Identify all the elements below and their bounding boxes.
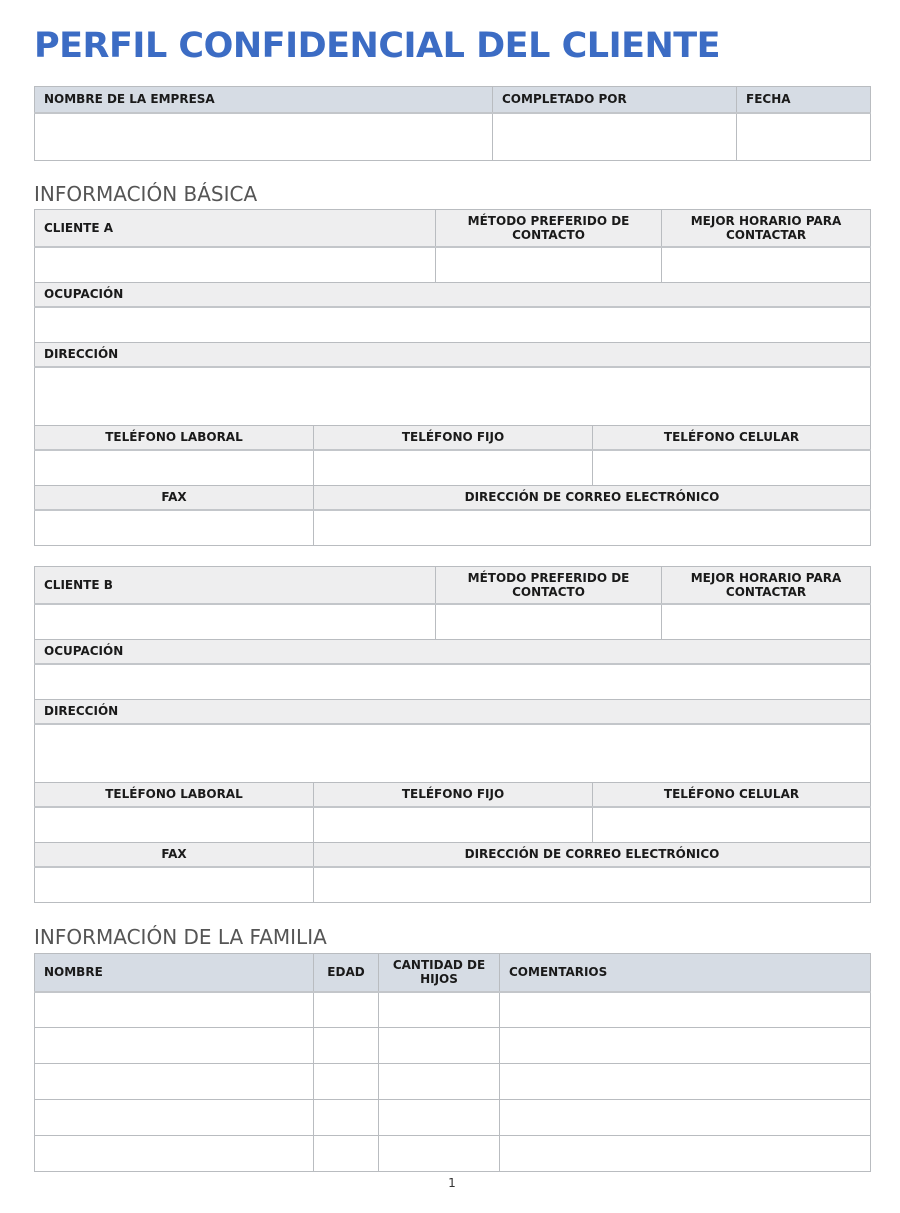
header-table xyxy=(34,86,871,161)
table-row xyxy=(35,1100,871,1136)
family-age-field[interactable] xyxy=(314,1028,379,1064)
client-b-email-label: DIRECCIÓN DE CORREO ELECTRÓNICO xyxy=(314,843,871,867)
family-children-field[interactable] xyxy=(379,1028,500,1064)
date-field[interactable] xyxy=(737,113,871,161)
family-children-header: CANTIDAD DE HIJOS xyxy=(379,954,500,992)
client-b-best-time-label: MEJOR HORARIO PARA CONTACTAR xyxy=(662,567,871,604)
client-b-home-phone-label: TELÉFONO FIJO xyxy=(314,783,593,807)
company-name-label: NOMBRE DE LA EMPRESA xyxy=(35,87,493,113)
family-name-field[interactable] xyxy=(35,1064,314,1100)
client-b-best-time-field[interactable] xyxy=(662,604,871,640)
client-b-cell-phone-label: TELÉFONO CELULAR xyxy=(593,783,871,807)
completed-by-field[interactable] xyxy=(493,113,737,161)
client-a-occupation-label: OCUPACIÓN xyxy=(35,283,871,307)
table-row xyxy=(35,1028,871,1064)
family-children-field[interactable] xyxy=(379,1064,500,1100)
company-name-field[interactable] xyxy=(35,113,493,161)
family-children-field[interactable] xyxy=(379,992,500,1028)
client-a-work-phone-field[interactable] xyxy=(35,450,314,486)
client-a-field[interactable] xyxy=(35,247,436,283)
client-a-work-phone-label: TELÉFONO LABORAL xyxy=(35,426,314,450)
family-comments-header: COMENTARIOS xyxy=(500,954,871,992)
client-b-work-phone-field[interactable] xyxy=(35,807,314,843)
family-age-field[interactable] xyxy=(314,1136,379,1172)
family-table xyxy=(34,953,871,1172)
family-info-heading: INFORMACIÓN DE LA FAMILIA xyxy=(34,925,327,949)
family-name-field[interactable] xyxy=(35,1028,314,1064)
client-b-label: CLIENTE B xyxy=(35,567,436,604)
client-a-email-field[interactable] xyxy=(314,510,871,546)
client-a-fax-field[interactable] xyxy=(35,510,314,546)
client-b-work-phone-label: TELÉFONO LABORAL xyxy=(35,783,314,807)
family-age-field[interactable] xyxy=(314,1100,379,1136)
client-b-email-field[interactable] xyxy=(314,867,871,903)
client-b-cell-phone-field[interactable] xyxy=(593,807,871,843)
family-name-field[interactable] xyxy=(35,1136,314,1172)
family-name-header: NOMBRE xyxy=(35,954,314,992)
family-comments-field[interactable] xyxy=(500,992,871,1028)
family-age-field[interactable] xyxy=(314,992,379,1028)
client-b-preferred-contact-label: MÉTODO PREFERIDO DE CONTACTO xyxy=(436,567,662,604)
client-b-table xyxy=(34,566,871,903)
client-a-preferred-contact-field[interactable] xyxy=(436,247,662,283)
client-b-address-label: DIRECCIÓN xyxy=(35,700,871,724)
client-a-label: CLIENTE A xyxy=(35,210,436,247)
client-a-cell-phone-field[interactable] xyxy=(593,450,871,486)
client-a-best-time-label: MEJOR HORARIO PARA CONTACTAR xyxy=(662,210,871,247)
family-name-field[interactable] xyxy=(35,992,314,1028)
client-a-fax-label: FAX xyxy=(35,486,314,510)
page-number: 1 xyxy=(448,1176,456,1190)
family-children-field[interactable] xyxy=(379,1136,500,1172)
client-a-occupation-field[interactable] xyxy=(35,307,871,343)
client-a-address-label: DIRECCIÓN xyxy=(35,343,871,367)
family-comments-field[interactable] xyxy=(500,1028,871,1064)
family-name-field[interactable] xyxy=(35,1100,314,1136)
family-age-header: EDAD xyxy=(314,954,379,992)
client-b-preferred-contact-field[interactable] xyxy=(436,604,662,640)
client-a-home-phone-label: TELÉFONO FIJO xyxy=(314,426,593,450)
family-comments-field[interactable] xyxy=(500,1100,871,1136)
family-children-field[interactable] xyxy=(379,1100,500,1136)
family-comments-field[interactable] xyxy=(500,1136,871,1172)
family-age-field[interactable] xyxy=(314,1064,379,1100)
family-comments-field[interactable] xyxy=(500,1064,871,1100)
client-a-best-time-field[interactable] xyxy=(662,247,871,283)
client-b-fax-field[interactable] xyxy=(35,867,314,903)
client-a-email-label: DIRECCIÓN DE CORREO ELECTRÓNICO xyxy=(314,486,871,510)
client-a-address-field[interactable] xyxy=(35,367,871,426)
table-row xyxy=(35,992,871,1028)
page-title: PERFIL CONFIDENCIAL DEL CLIENTE xyxy=(34,26,721,66)
client-a-home-phone-field[interactable] xyxy=(314,450,593,486)
client-b-occupation-label: OCUPACIÓN xyxy=(35,640,871,664)
table-row xyxy=(35,1136,871,1172)
client-b-fax-label: FAX xyxy=(35,843,314,867)
table-row xyxy=(35,1064,871,1100)
client-a-table xyxy=(34,209,871,546)
client-b-home-phone-field[interactable] xyxy=(314,807,593,843)
client-b-field[interactable] xyxy=(35,604,436,640)
client-a-preferred-contact-label: MÉTODO PREFERIDO DE CONTACTO xyxy=(436,210,662,247)
client-b-address-field[interactable] xyxy=(35,724,871,783)
completed-by-label: COMPLETADO POR xyxy=(493,87,737,113)
client-b-occupation-field[interactable] xyxy=(35,664,871,700)
date-label: FECHA xyxy=(737,87,871,113)
client-a-cell-phone-label: TELÉFONO CELULAR xyxy=(593,426,871,450)
basic-info-heading: INFORMACIÓN BÁSICA xyxy=(34,182,258,206)
